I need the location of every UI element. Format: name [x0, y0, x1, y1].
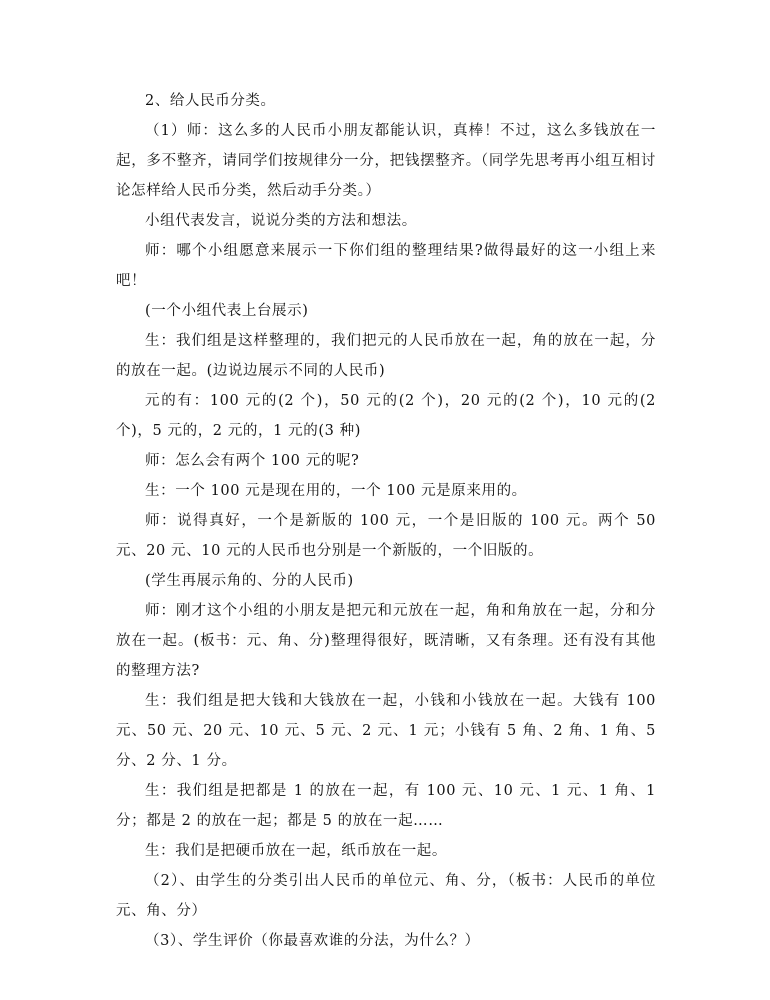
paragraph: 师：说得真好，一个是新版的 100 元，一个是旧版的 100 元。两个 50 元、20 元、10 元的人民币也分别是一个新版的，一个旧版的。: [116, 513, 656, 559]
paragraph: 生：我们组是把大钱和大钱放在一起，小钱和小钱放在一起。大钱有 100 元、50 元、20 元、10 元、5 元、2 元、1 元；小钱有 5 角、2 角、1 角、5 分、2 分、1 分。: [116, 693, 656, 769]
paragraph: 生：我们组是把都是 1 的放在一起，有 100 元、10 元、1 元、1 角、1 分；都是 2 的放在一起；都是 5 的放在一起……: [116, 783, 656, 829]
paragraph: 师：怎么会有两个 100 元的呢?: [145, 453, 360, 469]
paragraph: 生：一个 100 元是现在用的，一个 100 元是原来用的。: [145, 483, 527, 499]
section-heading: 2、给人民币分类。: [145, 93, 276, 109]
paragraph: 生：我们是把硬币放在一起，纸币放在一起。: [145, 843, 447, 859]
paragraph: (学生再展示角的、分的人民币): [145, 573, 354, 589]
paragraph: 师：哪个小组愿意来展示一下你们组的整理结果?做得最好的这一小组上来吧！: [116, 243, 656, 289]
paragraph: (一个小组代表上台展示): [145, 303, 309, 319]
paragraph: 元的有：100 元的(2 个)，50 元的(2 个)，20 元的(2 个)，10 元的(2 个)，5 元的，2 元的，1 元的(3 种): [116, 393, 656, 439]
paragraph: （2）、由学生的分类引出人民币的单位元、角、分，（板书：人民币的单位元、角、分）: [116, 873, 656, 919]
paragraph: （1）师：这么多的人民币小朋友都能认识，真棒！不过，这么多钱放在一起，多不整齐，请同学们按规律分一分，把钱摆整齐。（同学先思考再小组互相讨论怎样给人民币分类，然后动手分类。）: [116, 123, 656, 199]
paragraph: 小组代表发言，说说分类的方法和想法。: [145, 213, 417, 229]
document-body: [116, 86, 656, 956]
paragraph: 生：我们组是这样整理的，我们把元的人民币放在一起，角的放在一起，分的放在一起。(边说边展示不同的人民币): [116, 333, 656, 379]
paragraph: 师：刚才这个小组的小朋友是把元和元放在一起，角和角放在一起，分和分放在一起。(板书：元、角、分)整理得很好，既清晰，又有条理。还有没有其他的整理方法?: [116, 603, 656, 679]
paragraph: （3）、学生评价（你最喜欢谁的分法，为什么？）: [145, 933, 480, 949]
